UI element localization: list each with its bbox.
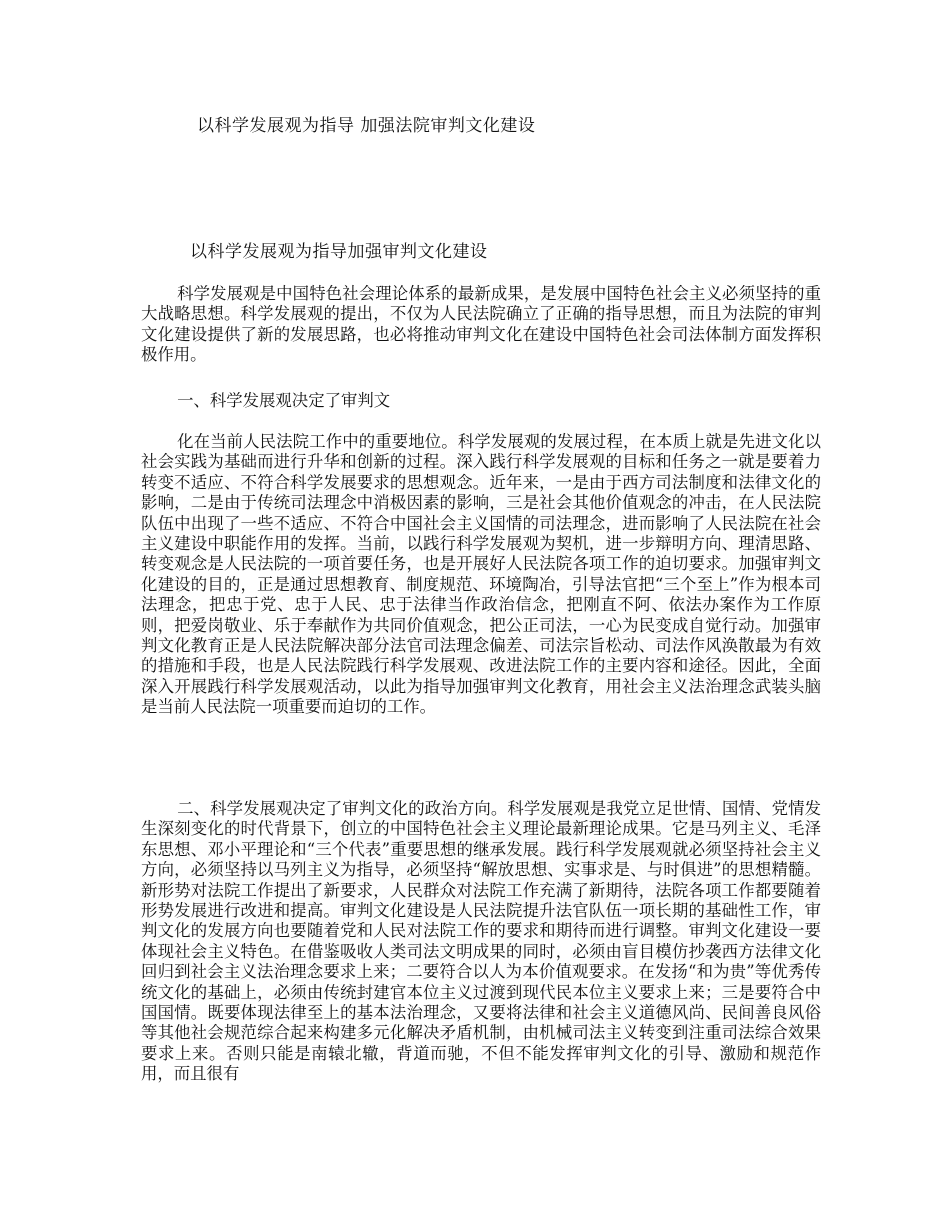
document-title: 以科学发展观为指导 加强法院审判文化建设 [197, 116, 536, 136]
section-2-paragraph: 二、科学发展观决定了审判文化的政治方向。科学发展观是我党立足世情、国情、党情发生深刻变化的时代背景下，创立的中国特色社会主义理论最新理论成果。它是马列主义、毛泽东思想、邓小平理论和“三个代表”重要思想的继承发展。践行科学发展观就必须坚持社会主义方向，必须坚持以马列主义为指导，必须坚持“解放思想、实事求是、与时俱进”的思想精髓。新形势对法院工作提出了新要求，人民群众对法院工作充满了新期待，法院各项工作都要随着形势发展进行改进和提高。审判文化建设是人民法院提升法官队伍一项长期的基础性工作，审判文化的发展方向也要随着党和人民对法院工作的要求和期待而进行调整。审判文化建设一要体现社会主义特色。在借鉴吸收人类司法文明成果的同时，必须由盲目模仿抄袭西方法律文化回归到社会主义法治理念要求上来；二要符合以人为本价值观要求。在发扬“和为贵”等优秀传统文化的基础上，必须由传统封建官本位主义过渡到现代民本位主义要求上来；三是要符合中国国情。既要体现法律至上的基本法治理念，又要将法律和社会主义道德风尚、民间善良风俗等其他社会规范综合起来构建多元化解决矛盾机制，由机械司法主义转变到注重司法综合效果要求上来。否则只能是南辕北辙，背道而驰，不但不能发挥审判文化的引导、激励和规范作用，而且很有 [141, 799, 821, 1084]
section-heading-1: 一、科学发展观决定了审判文 [177, 391, 391, 410]
section-1-paragraph: 化在当前人民法院工作中的重要地位。科学发展观的发展过程，在本质上就是先进文化以社会实践为基础而进行升华和创新的过程。深入践行科学发展观的目标和任务之一就是要着力转变不适应、不符合科学发展要求的思想观念。近年来，一是由于西方司法制度和法律文化的影响，二是由于传统司法理念中消极因素的影响，三是社会其他价值观念的冲击，在人民法院队伍中出现了一些不适应、不符合中国社会主义国情的司法理念，进而影响了人民法院在社会主义建设中职能作用的发挥。当前，以践行科学发展观为契机，进一步辩明方向、理清思路、转变观念是人民法院的一项首要任务，也是开展好人民法院各项工作的迫切要求。加强审判文化建设的目的，正是通过思想教育、制度规范、环境陶冶，引导法官把“三个至上”作为根本司法理念，把忠于党、忠于人民、忠于法律当作政治信念，把刚直不阿、依法办案作为工作原则，把爱岗敬业、乐于奉献作为共同价值观念，把公正司法，一心为民变成自觉行动。加强审判文化教育正是人民法院解决部分法官司法理念偏差、司法宗旨松动、司法作风涣散最为有效的措施和手段，也是人民法院践行科学发展观、改进法院工作的主要内容和途径。因此，全面深入开展践行科学发展观活动，以此为指导加强审判文化教育，用社会主义法治理念武装头脑是当前人民法院一项重要而迫切的工作。 [141, 432, 821, 717]
intro-paragraph: 科学发展观是中国特色社会理论体系的最新成果，是发展中国特色社会主义必须坚持的重大战略思想。科学发展观的提出，不仅为人民法院确立了正确的指导思想，而且为法院的审判文化建设提供了新的发展思路，也必将推动审判文化在建设中国特色社会司法体制方面发挥积极作用。 [141, 284, 821, 365]
document-subtitle: 以科学发展观为指导加强审判文化建设 [190, 242, 488, 262]
